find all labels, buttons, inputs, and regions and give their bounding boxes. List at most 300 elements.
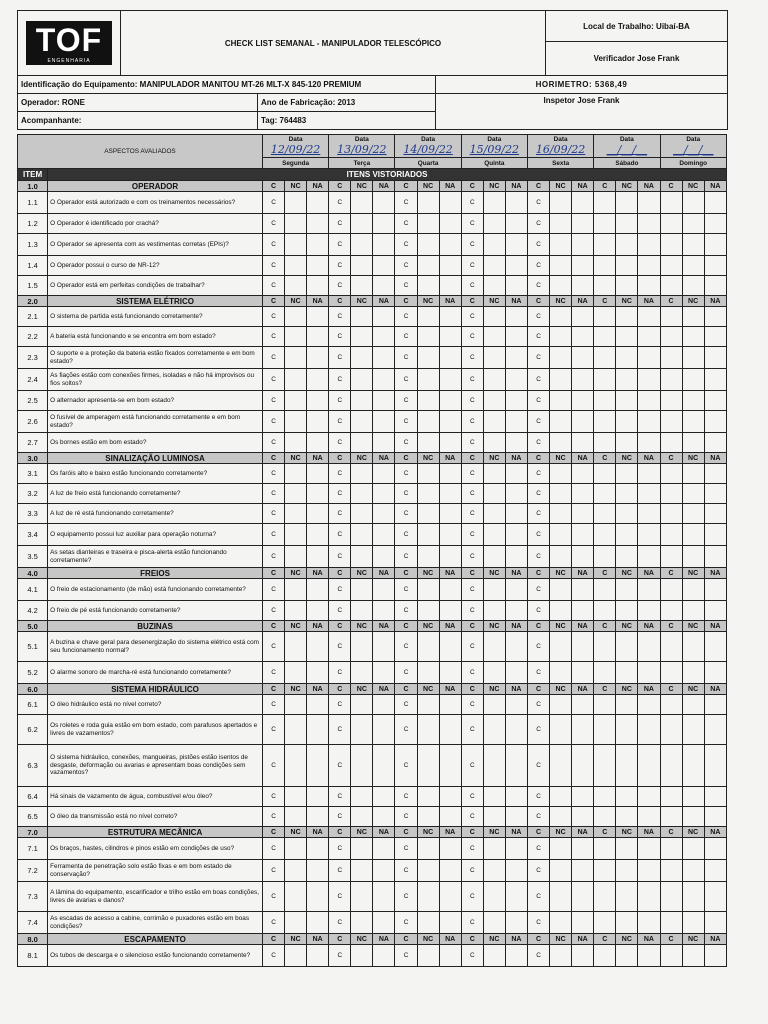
check-cell-c[interactable]: C <box>527 192 549 214</box>
check-cell-na[interactable] <box>373 524 395 546</box>
check-cell-nc[interactable] <box>483 504 505 524</box>
check-cell-na[interactable] <box>307 695 329 715</box>
check-cell-na[interactable] <box>439 601 461 621</box>
check-cell-na[interactable] <box>704 504 726 524</box>
check-cell-nc[interactable] <box>682 484 704 504</box>
check-cell-na[interactable] <box>439 546 461 568</box>
check-cell-nc[interactable] <box>616 192 638 214</box>
check-cell-c[interactable] <box>660 882 682 912</box>
check-cell-nc[interactable] <box>483 860 505 882</box>
check-cell-na[interactable] <box>638 276 660 296</box>
check-cell-nc[interactable] <box>550 546 572 568</box>
check-cell-nc[interactable] <box>616 662 638 684</box>
check-cell-c[interactable] <box>594 745 616 787</box>
check-cell-c[interactable]: C <box>527 214 549 234</box>
check-cell-nc[interactable] <box>351 369 373 391</box>
check-cell-c[interactable]: C <box>461 715 483 745</box>
check-cell-c[interactable]: C <box>395 838 417 860</box>
check-cell-nc[interactable] <box>351 882 373 912</box>
check-cell-c[interactable]: C <box>461 347 483 369</box>
check-cell-c[interactable]: C <box>329 860 351 882</box>
check-cell-nc[interactable] <box>682 369 704 391</box>
check-cell-c[interactable]: C <box>461 234 483 256</box>
check-cell-na[interactable] <box>572 307 594 327</box>
check-cell-na[interactable] <box>704 838 726 860</box>
check-cell-c[interactable]: C <box>329 838 351 860</box>
check-cell-c[interactable]: C <box>395 546 417 568</box>
check-cell-na[interactable] <box>704 484 726 504</box>
check-cell-na[interactable] <box>572 327 594 347</box>
check-cell-na[interactable] <box>505 912 527 934</box>
check-cell-nc[interactable] <box>550 838 572 860</box>
check-cell-na[interactable] <box>373 546 395 568</box>
check-cell-c[interactable] <box>660 327 682 347</box>
check-cell-nc[interactable] <box>483 347 505 369</box>
check-cell-na[interactable] <box>505 524 527 546</box>
check-cell-nc[interactable] <box>285 601 307 621</box>
check-cell-nc[interactable] <box>682 256 704 276</box>
check-cell-c[interactable]: C <box>395 912 417 934</box>
check-cell-nc[interactable] <box>417 391 439 411</box>
check-cell-na[interactable] <box>572 860 594 882</box>
check-cell-na[interactable] <box>638 860 660 882</box>
check-cell-c[interactable]: C <box>395 484 417 504</box>
check-cell-na[interactable] <box>505 860 527 882</box>
check-cell-c[interactable] <box>594 787 616 807</box>
check-cell-nc[interactable] <box>550 912 572 934</box>
check-cell-nc[interactable] <box>682 347 704 369</box>
check-cell-na[interactable] <box>572 579 594 601</box>
check-cell-na[interactable] <box>505 945 527 967</box>
check-cell-na[interactable] <box>505 882 527 912</box>
check-cell-c[interactable]: C <box>395 860 417 882</box>
check-cell-nc[interactable] <box>285 882 307 912</box>
check-cell-na[interactable] <box>307 524 329 546</box>
check-cell-c[interactable]: C <box>329 787 351 807</box>
check-cell-nc[interactable] <box>483 945 505 967</box>
check-cell-nc[interactable] <box>417 411 439 433</box>
check-cell-na[interactable] <box>638 882 660 912</box>
check-cell-c[interactable]: C <box>395 464 417 484</box>
check-cell-na[interactable] <box>572 256 594 276</box>
check-cell-nc[interactable] <box>616 234 638 256</box>
check-cell-c[interactable]: C <box>461 745 483 787</box>
check-cell-c[interactable]: C <box>461 214 483 234</box>
check-cell-nc[interactable] <box>351 715 373 745</box>
check-cell-c[interactable]: C <box>527 601 549 621</box>
check-cell-c[interactable]: C <box>329 601 351 621</box>
check-cell-na[interactable] <box>373 307 395 327</box>
check-cell-na[interactable] <box>439 391 461 411</box>
check-cell-na[interactable] <box>704 327 726 347</box>
check-cell-na[interactable] <box>373 745 395 787</box>
check-cell-nc[interactable] <box>550 601 572 621</box>
check-cell-na[interactable] <box>373 347 395 369</box>
check-cell-nc[interactable] <box>417 860 439 882</box>
check-cell-c[interactable]: C <box>262 214 284 234</box>
check-cell-na[interactable] <box>373 464 395 484</box>
check-cell-nc[interactable] <box>682 579 704 601</box>
check-cell-na[interactable] <box>439 276 461 296</box>
check-cell-c[interactable] <box>594 860 616 882</box>
check-cell-c[interactable] <box>660 912 682 934</box>
check-cell-nc[interactable] <box>616 807 638 827</box>
check-cell-c[interactable]: C <box>329 192 351 214</box>
check-cell-c[interactable] <box>660 504 682 524</box>
check-cell-nc[interactable] <box>616 715 638 745</box>
check-cell-c[interactable]: C <box>262 632 284 662</box>
check-cell-c[interactable]: C <box>527 695 549 715</box>
check-cell-na[interactable] <box>439 912 461 934</box>
check-cell-na[interactable] <box>572 715 594 745</box>
check-cell-c[interactable]: C <box>395 579 417 601</box>
check-cell-nc[interactable] <box>285 192 307 214</box>
check-cell-na[interactable] <box>307 504 329 524</box>
check-cell-nc[interactable] <box>682 695 704 715</box>
check-cell-c[interactable]: C <box>329 695 351 715</box>
check-cell-nc[interactable] <box>417 464 439 484</box>
check-cell-c[interactable] <box>594 214 616 234</box>
check-cell-nc[interactable] <box>616 524 638 546</box>
check-cell-na[interactable] <box>638 601 660 621</box>
check-cell-nc[interactable] <box>285 276 307 296</box>
check-cell-na[interactable] <box>439 860 461 882</box>
check-cell-nc[interactable] <box>351 632 373 662</box>
check-cell-c[interactable] <box>660 307 682 327</box>
check-cell-nc[interactable] <box>682 807 704 827</box>
check-cell-nc[interactable] <box>616 695 638 715</box>
check-cell-c[interactable] <box>594 579 616 601</box>
check-cell-c[interactable]: C <box>329 214 351 234</box>
check-cell-na[interactable] <box>572 214 594 234</box>
check-cell-na[interactable] <box>572 234 594 256</box>
check-cell-nc[interactable] <box>682 276 704 296</box>
check-cell-c[interactable]: C <box>262 912 284 934</box>
check-cell-na[interactable] <box>638 912 660 934</box>
check-cell-na[interactable] <box>439 715 461 745</box>
check-cell-nc[interactable] <box>483 601 505 621</box>
check-cell-nc[interactable] <box>550 411 572 433</box>
check-cell-c[interactable] <box>594 632 616 662</box>
check-cell-nc[interactable] <box>285 504 307 524</box>
check-cell-nc[interactable] <box>351 411 373 433</box>
check-cell-nc[interactable] <box>351 433 373 453</box>
check-cell-c[interactable]: C <box>395 256 417 276</box>
check-cell-c[interactable] <box>594 327 616 347</box>
check-cell-na[interactable] <box>307 945 329 967</box>
check-cell-nc[interactable] <box>483 234 505 256</box>
check-cell-c[interactable] <box>660 838 682 860</box>
check-cell-c[interactable]: C <box>395 433 417 453</box>
check-cell-nc[interactable] <box>483 464 505 484</box>
check-cell-c[interactable]: C <box>329 715 351 745</box>
check-cell-nc[interactable] <box>682 945 704 967</box>
check-cell-nc[interactable] <box>550 695 572 715</box>
check-cell-na[interactable] <box>307 391 329 411</box>
check-cell-nc[interactable] <box>285 807 307 827</box>
check-cell-nc[interactable] <box>351 860 373 882</box>
check-cell-c[interactable]: C <box>329 745 351 787</box>
check-cell-nc[interactable] <box>351 192 373 214</box>
check-cell-nc[interactable] <box>417 192 439 214</box>
check-cell-c[interactable] <box>660 524 682 546</box>
check-cell-na[interactable] <box>638 662 660 684</box>
check-cell-c[interactable]: C <box>527 860 549 882</box>
check-cell-nc[interactable] <box>616 464 638 484</box>
check-cell-c[interactable]: C <box>461 192 483 214</box>
check-cell-na[interactable] <box>505 601 527 621</box>
check-cell-nc[interactable] <box>351 504 373 524</box>
check-cell-c[interactable]: C <box>461 369 483 391</box>
check-cell-nc[interactable] <box>351 807 373 827</box>
check-cell-nc[interactable] <box>550 192 572 214</box>
check-cell-nc[interactable] <box>682 787 704 807</box>
check-cell-c[interactable] <box>660 787 682 807</box>
check-cell-c[interactable]: C <box>329 546 351 568</box>
check-cell-na[interactable] <box>307 632 329 662</box>
check-cell-nc[interactable] <box>682 391 704 411</box>
check-cell-na[interactable] <box>307 369 329 391</box>
check-cell-c[interactable]: C <box>461 327 483 347</box>
check-cell-nc[interactable] <box>351 945 373 967</box>
check-cell-c[interactable]: C <box>262 234 284 256</box>
check-cell-c[interactable] <box>660 391 682 411</box>
check-cell-na[interactable] <box>439 327 461 347</box>
check-cell-na[interactable] <box>373 912 395 934</box>
check-cell-c[interactable] <box>594 504 616 524</box>
check-cell-c[interactable]: C <box>395 715 417 745</box>
check-cell-c[interactable]: C <box>395 192 417 214</box>
check-cell-nc[interactable] <box>550 234 572 256</box>
check-cell-nc[interactable] <box>616 347 638 369</box>
check-cell-na[interactable] <box>439 192 461 214</box>
check-cell-na[interactable] <box>439 369 461 391</box>
check-cell-nc[interactable] <box>285 411 307 433</box>
check-cell-c[interactable]: C <box>395 411 417 433</box>
check-cell-na[interactable] <box>572 695 594 715</box>
check-cell-nc[interactable] <box>483 327 505 347</box>
check-cell-nc[interactable] <box>417 579 439 601</box>
check-cell-nc[interactable] <box>483 745 505 787</box>
check-cell-na[interactable] <box>638 307 660 327</box>
check-cell-nc[interactable] <box>682 192 704 214</box>
check-cell-c[interactable]: C <box>461 860 483 882</box>
check-cell-nc[interactable] <box>417 214 439 234</box>
check-cell-c[interactable]: C <box>395 327 417 347</box>
check-cell-c[interactable] <box>660 234 682 256</box>
check-cell-c[interactable]: C <box>262 524 284 546</box>
check-cell-c[interactable] <box>594 807 616 827</box>
check-cell-nc[interactable] <box>616 411 638 433</box>
check-cell-nc[interactable] <box>351 838 373 860</box>
check-cell-c[interactable] <box>594 256 616 276</box>
check-cell-nc[interactable] <box>616 860 638 882</box>
check-cell-nc[interactable] <box>550 347 572 369</box>
check-cell-c[interactable] <box>594 601 616 621</box>
check-cell-c[interactable]: C <box>262 369 284 391</box>
check-cell-c[interactable]: C <box>461 504 483 524</box>
check-cell-nc[interactable] <box>483 662 505 684</box>
check-cell-na[interactable] <box>505 715 527 745</box>
check-cell-c[interactable]: C <box>262 745 284 787</box>
check-cell-na[interactable] <box>704 464 726 484</box>
check-cell-c[interactable] <box>594 234 616 256</box>
check-cell-c[interactable]: C <box>527 838 549 860</box>
check-cell-na[interactable] <box>704 601 726 621</box>
check-cell-na[interactable] <box>704 912 726 934</box>
check-cell-c[interactable] <box>660 484 682 504</box>
check-cell-c[interactable] <box>660 369 682 391</box>
check-cell-c[interactable] <box>660 860 682 882</box>
check-cell-c[interactable]: C <box>262 695 284 715</box>
check-cell-nc[interactable] <box>417 632 439 662</box>
check-cell-na[interactable] <box>638 433 660 453</box>
check-cell-na[interactable] <box>439 504 461 524</box>
check-cell-nc[interactable] <box>616 546 638 568</box>
check-cell-c[interactable] <box>660 579 682 601</box>
check-cell-c[interactable]: C <box>262 411 284 433</box>
check-cell-nc[interactable] <box>483 807 505 827</box>
check-cell-nc[interactable] <box>616 433 638 453</box>
check-cell-nc[interactable] <box>351 214 373 234</box>
check-cell-c[interactable]: C <box>461 787 483 807</box>
check-cell-na[interactable] <box>307 912 329 934</box>
check-cell-na[interactable] <box>572 484 594 504</box>
check-cell-na[interactable] <box>373 601 395 621</box>
check-cell-na[interactable] <box>505 327 527 347</box>
check-cell-nc[interactable] <box>351 327 373 347</box>
check-cell-c[interactable]: C <box>461 579 483 601</box>
check-cell-c[interactable]: C <box>395 214 417 234</box>
check-cell-c[interactable]: C <box>262 601 284 621</box>
check-cell-nc[interactable] <box>483 484 505 504</box>
check-cell-na[interactable] <box>439 787 461 807</box>
check-cell-na[interactable] <box>638 391 660 411</box>
check-cell-nc[interactable] <box>417 307 439 327</box>
check-cell-c[interactable]: C <box>329 307 351 327</box>
check-cell-c[interactable]: C <box>527 662 549 684</box>
check-cell-nc[interactable] <box>417 601 439 621</box>
check-cell-na[interactable] <box>505 579 527 601</box>
date-cell-3[interactable] <box>461 135 527 158</box>
check-cell-nc[interactable] <box>682 234 704 256</box>
check-cell-na[interactable] <box>373 484 395 504</box>
check-cell-na[interactable] <box>373 391 395 411</box>
check-cell-nc[interactable] <box>682 411 704 433</box>
date-cell-1[interactable] <box>329 135 395 158</box>
check-cell-c[interactable]: C <box>395 524 417 546</box>
check-cell-nc[interactable] <box>616 787 638 807</box>
check-cell-nc[interactable] <box>483 632 505 662</box>
check-cell-nc[interactable] <box>682 745 704 787</box>
check-cell-nc[interactable] <box>550 504 572 524</box>
check-cell-c[interactable]: C <box>461 838 483 860</box>
check-cell-nc[interactable] <box>417 715 439 745</box>
check-cell-c[interactable]: C <box>395 807 417 827</box>
check-cell-nc[interactable] <box>483 882 505 912</box>
check-cell-c[interactable]: C <box>329 411 351 433</box>
check-cell-nc[interactable] <box>483 524 505 546</box>
check-cell-na[interactable] <box>572 807 594 827</box>
check-cell-c[interactable] <box>594 524 616 546</box>
check-cell-nc[interactable] <box>550 307 572 327</box>
check-cell-nc[interactable] <box>351 484 373 504</box>
check-cell-c[interactable]: C <box>527 433 549 453</box>
check-cell-nc[interactable] <box>483 912 505 934</box>
check-cell-nc[interactable] <box>483 579 505 601</box>
check-cell-na[interactable] <box>704 391 726 411</box>
check-cell-nc[interactable] <box>550 369 572 391</box>
check-cell-na[interactable] <box>638 807 660 827</box>
check-cell-c[interactable] <box>660 632 682 662</box>
check-cell-c[interactable] <box>660 662 682 684</box>
check-cell-nc[interactable] <box>550 579 572 601</box>
check-cell-nc[interactable] <box>351 307 373 327</box>
check-cell-na[interactable] <box>505 256 527 276</box>
check-cell-na[interactable] <box>704 860 726 882</box>
check-cell-na[interactable] <box>505 276 527 296</box>
check-cell-c[interactable]: C <box>527 411 549 433</box>
check-cell-c[interactable]: C <box>262 307 284 327</box>
check-cell-nc[interactable] <box>483 715 505 745</box>
check-cell-c[interactable]: C <box>262 433 284 453</box>
check-cell-c[interactable]: C <box>262 391 284 411</box>
check-cell-c[interactable]: C <box>262 276 284 296</box>
check-cell-nc[interactable] <box>351 234 373 256</box>
check-cell-c[interactable] <box>660 347 682 369</box>
check-cell-nc[interactable] <box>285 715 307 745</box>
check-cell-c[interactable]: C <box>461 307 483 327</box>
check-cell-na[interactable] <box>439 632 461 662</box>
check-cell-nc[interactable] <box>285 632 307 662</box>
check-cell-c[interactable] <box>660 601 682 621</box>
check-cell-na[interactable] <box>307 882 329 912</box>
check-cell-na[interactable] <box>572 524 594 546</box>
date-cell-0[interactable] <box>262 135 328 158</box>
check-cell-c[interactable]: C <box>262 662 284 684</box>
check-cell-na[interactable] <box>704 715 726 745</box>
check-cell-c[interactable]: C <box>329 945 351 967</box>
check-cell-na[interactable] <box>505 632 527 662</box>
check-cell-nc[interactable] <box>417 369 439 391</box>
check-cell-nc[interactable] <box>483 787 505 807</box>
check-cell-nc[interactable] <box>550 882 572 912</box>
check-cell-na[interactable] <box>704 695 726 715</box>
check-cell-nc[interactable] <box>550 662 572 684</box>
check-cell-nc[interactable] <box>682 601 704 621</box>
check-cell-nc[interactable] <box>550 214 572 234</box>
check-cell-c[interactable] <box>594 411 616 433</box>
check-cell-c[interactable]: C <box>527 391 549 411</box>
check-cell-nc[interactable] <box>285 524 307 546</box>
check-cell-nc[interactable] <box>616 307 638 327</box>
check-cell-c[interactable]: C <box>527 912 549 934</box>
check-cell-nc[interactable] <box>417 882 439 912</box>
check-cell-c[interactable]: C <box>461 912 483 934</box>
check-cell-c[interactable]: C <box>527 787 549 807</box>
check-cell-c[interactable]: C <box>527 369 549 391</box>
check-cell-c[interactable] <box>660 745 682 787</box>
check-cell-nc[interactable] <box>417 695 439 715</box>
check-cell-na[interactable] <box>638 745 660 787</box>
check-cell-nc[interactable] <box>285 433 307 453</box>
check-cell-c[interactable]: C <box>395 504 417 524</box>
check-cell-nc[interactable] <box>285 787 307 807</box>
check-cell-na[interactable] <box>307 601 329 621</box>
check-cell-na[interactable] <box>307 464 329 484</box>
check-cell-na[interactable] <box>572 347 594 369</box>
check-cell-nc[interactable] <box>550 745 572 787</box>
